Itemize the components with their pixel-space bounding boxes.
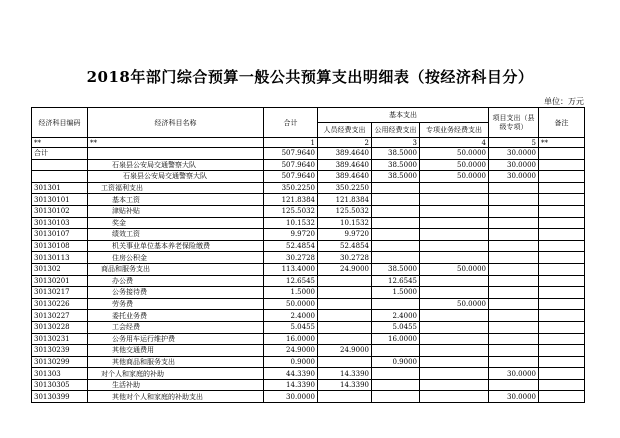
table-cell-personnel: 24.9000: [318, 345, 372, 357]
table-cell-name: 奖金: [88, 217, 264, 229]
table-cell-code: 30130305: [32, 379, 88, 391]
table-cell-project: [489, 321, 539, 333]
index-cell: **: [32, 138, 88, 148]
table-cell-project: [489, 229, 539, 241]
table-cell-remark: [539, 182, 585, 194]
table-cell-remark: [539, 368, 585, 380]
table-cell-personnel: [318, 321, 372, 333]
table-cell-total: 10.1532: [264, 217, 318, 229]
table-cell-special: [420, 321, 489, 333]
table-cell-project: [489, 194, 539, 206]
table-cell-total: 9.9720: [264, 229, 318, 241]
table-cell-public: 1.5000: [372, 287, 420, 299]
table-cell-code: 30130226: [32, 298, 88, 310]
table-cell-special: [420, 217, 489, 229]
table-cell-project: 30.0000: [489, 171, 539, 183]
table-row: [32, 333, 585, 345]
table-cell-public: 38.5000: [372, 263, 420, 275]
table-cell-personnel: [318, 391, 372, 403]
table-cell-project: [489, 333, 539, 345]
table-cell-project: 30.0000: [489, 391, 539, 403]
table-cell-public: [372, 368, 420, 380]
table-cell-total: 50.0000: [264, 298, 318, 310]
table-cell-public: [372, 240, 420, 252]
table-cell-remark: [539, 252, 585, 264]
table-cell-special: [420, 379, 489, 391]
table-cell-total: 350.2250: [264, 182, 318, 194]
table-cell-name: 生活补助: [88, 379, 264, 391]
table-cell-project: [489, 287, 539, 299]
table-cell-name: 工会经费: [88, 321, 264, 333]
table-cell-total: 507.9640: [264, 171, 318, 183]
table-cell-personnel: 14.3390: [318, 368, 372, 380]
table-cell-remark: [539, 356, 585, 368]
table-cell-personnel: 389.4640: [318, 148, 372, 160]
table-cell-special: [420, 287, 489, 299]
table-cell-remark: [539, 333, 585, 345]
table-cell-total: 2.4000: [264, 310, 318, 322]
table-cell-special: [420, 182, 489, 194]
table-cell-code: 30130101: [32, 194, 88, 206]
table-cell-special: [420, 356, 489, 368]
table-cell-remark: [539, 275, 585, 287]
table-cell-personnel: 350.2250: [318, 182, 372, 194]
table-cell-remark: [539, 379, 585, 391]
index-cell: 3: [372, 138, 420, 148]
table-cell-name: 基本工资: [88, 194, 264, 206]
table-row: [32, 275, 585, 287]
table-cell-code: 30130113: [32, 252, 88, 264]
table-cell-project: [489, 205, 539, 217]
table-cell-public: 38.5000: [372, 171, 420, 183]
table-cell-total: 12.6545: [264, 275, 318, 287]
index-cell: **: [539, 138, 585, 148]
table-cell-remark: [539, 240, 585, 252]
table-cell-public: [372, 229, 420, 241]
table-row: [32, 287, 585, 299]
table-cell-code: 301303: [32, 368, 88, 380]
table-cell-total: 52.4854: [264, 240, 318, 252]
table-cell-public: [372, 391, 420, 403]
table-cell-total: 507.9640: [264, 148, 318, 160]
table-cell-code: 301302: [32, 263, 88, 275]
table-cell-personnel: 9.9720: [318, 229, 372, 241]
table-cell-personnel: [318, 333, 372, 345]
table-cell-remark: [539, 229, 585, 241]
table-cell-special: [420, 368, 489, 380]
table-cell-public: [372, 182, 420, 194]
table-cell-name: 住房公积金: [88, 252, 264, 264]
table-cell-project: [489, 252, 539, 264]
table-cell-name: 石泉县公安局交通警察大队: [88, 159, 264, 171]
table-cell-name: 公务用车运行维护费: [88, 333, 264, 345]
table-cell-public: [372, 217, 420, 229]
table-cell-personnel: 125.5032: [318, 205, 372, 217]
index-cell: 1: [264, 138, 318, 148]
table-cell-project: 30.0000: [489, 368, 539, 380]
header-code: 经济科目编码: [32, 108, 88, 138]
table-cell-public: [372, 194, 420, 206]
table-cell-special: [420, 333, 489, 345]
table-cell-code: 30130201: [32, 275, 88, 287]
table-cell-code: 30130102: [32, 205, 88, 217]
table-cell-code: 30130399: [32, 391, 88, 403]
table-cell-name: 绩效工资: [88, 229, 264, 241]
table-cell-public: 5.0455: [372, 321, 420, 333]
table-row: [32, 391, 585, 403]
index-row: [32, 138, 585, 148]
header-personnel: 人员经费支出: [318, 123, 372, 138]
table-cell-personnel: 14.3390: [318, 379, 372, 391]
table-cell-public: 12.6545: [372, 275, 420, 287]
table-cell-remark: [539, 298, 585, 310]
table-cell-name: 公务接待费: [88, 287, 264, 299]
table-cell-project: [489, 356, 539, 368]
table-row: [32, 379, 585, 391]
table-cell-name: 机关事业单位基本养老保险缴费: [88, 240, 264, 252]
table-cell-special: [420, 275, 489, 287]
table-cell-name: 其他交通费用: [88, 345, 264, 357]
index-cell: **: [88, 138, 264, 148]
table-cell-public: [372, 298, 420, 310]
table-cell-name: [88, 148, 264, 160]
table-cell-project: 30.0000: [489, 159, 539, 171]
table-cell-total: 121.8384: [264, 194, 318, 206]
table-row: [32, 194, 585, 206]
header-name: 经济科目名称: [88, 108, 264, 138]
table-cell-total: 1.5000: [264, 287, 318, 299]
table-row: [32, 263, 585, 275]
table-cell-personnel: [318, 298, 372, 310]
table-cell-code: 30130228: [32, 321, 88, 333]
table-cell-personnel: 389.4640: [318, 159, 372, 171]
table-cell-project: [489, 217, 539, 229]
table-cell-public: 16.0000: [372, 333, 420, 345]
table-cell-total: 30.2728: [264, 252, 318, 264]
table-cell-special: [420, 345, 489, 357]
table-cell-code: 30130107: [32, 229, 88, 241]
header-basic: 基本支出: [318, 108, 489, 123]
table-cell-remark: [539, 345, 585, 357]
table-row: [32, 310, 585, 322]
table-cell-name: 办公费: [88, 275, 264, 287]
table-row: [32, 240, 585, 252]
table-cell-total: 113.4000: [264, 263, 318, 275]
table-cell-code: 301301: [32, 182, 88, 194]
table-cell-total: 5.0455: [264, 321, 318, 333]
index-cell: 2: [318, 138, 372, 148]
header-special: 专项业务经费支出: [420, 123, 489, 138]
table-row: [32, 298, 585, 310]
table-cell-name: 其他对个人和家庭的补助支出: [88, 391, 264, 403]
table-cell-total: 30.0000: [264, 391, 318, 403]
table-cell-special: [420, 194, 489, 206]
table-row: [32, 148, 585, 160]
table-cell-special: [420, 229, 489, 241]
table-row: [32, 368, 585, 380]
table-cell-project: [489, 298, 539, 310]
table-row: [32, 217, 585, 229]
table-cell-personnel: [318, 287, 372, 299]
table-cell-public: 2.4000: [372, 310, 420, 322]
table-cell-personnel: [318, 275, 372, 287]
table-cell-special: [420, 391, 489, 403]
table-cell-personnel: 30.2728: [318, 252, 372, 264]
table-cell-code: 合计: [32, 148, 88, 160]
table-cell-special: 50.0000: [420, 148, 489, 160]
index-cell: 4: [420, 138, 489, 148]
table-cell-public: [372, 252, 420, 264]
table-cell-remark: [539, 310, 585, 322]
table-cell-code: 30130299: [32, 356, 88, 368]
table-cell-code: [32, 171, 88, 183]
table-row: [32, 205, 585, 217]
table-cell-public: 38.5000: [372, 148, 420, 160]
table-cell-project: [489, 182, 539, 194]
table-cell-remark: [539, 148, 585, 160]
table-cell-name: 委托业务费: [88, 310, 264, 322]
table-cell-code: 30130239: [32, 345, 88, 357]
table-cell-project: [489, 310, 539, 322]
table-cell-personnel: 24.9000: [318, 263, 372, 275]
table-cell-total: 16.0000: [264, 333, 318, 345]
table-cell-name: 其他商品和服务支出: [88, 356, 264, 368]
table-cell-personnel: 121.8384: [318, 194, 372, 206]
header-total: 合计: [264, 108, 318, 138]
table-cell-remark: [539, 287, 585, 299]
table-cell-special: [420, 310, 489, 322]
index-cell: 5: [489, 138, 539, 148]
table-cell-name: 石泉县公安局交通警察大队: [88, 171, 264, 183]
table-cell-public: 0.9000: [372, 356, 420, 368]
table-cell-public: [372, 379, 420, 391]
table-cell-code: 30130108: [32, 240, 88, 252]
header-public: 公用经费支出: [372, 123, 420, 138]
budget-table: [31, 107, 585, 403]
table-cell-total: 14.3390: [264, 379, 318, 391]
table-cell-remark: [539, 205, 585, 217]
table-row: [32, 229, 585, 241]
table-cell-personnel: [318, 310, 372, 322]
table-row: [32, 182, 585, 194]
table-cell-code: 30130231: [32, 333, 88, 345]
table-row: [32, 159, 585, 171]
table-cell-remark: [539, 391, 585, 403]
table-cell-remark: [539, 321, 585, 333]
table-cell-remark: [539, 171, 585, 183]
table-row: [32, 321, 585, 333]
table-cell-total: 125.5032: [264, 205, 318, 217]
table-cell-code: 30130103: [32, 217, 88, 229]
table-cell-special: [420, 252, 489, 264]
header-remark: 备注: [539, 108, 585, 138]
table-cell-total: 44.3390: [264, 368, 318, 380]
table-cell-code: 30130227: [32, 310, 88, 322]
table-cell-name: 津贴补贴: [88, 205, 264, 217]
table-cell-project: [489, 240, 539, 252]
table-cell-name: 劳务费: [88, 298, 264, 310]
table-cell-remark: [539, 217, 585, 229]
table-cell-remark: [539, 194, 585, 206]
table-cell-remark: [539, 263, 585, 275]
table-cell-public: 38.5000: [372, 159, 420, 171]
table-cell-special: 50.0000: [420, 263, 489, 275]
header-project: 项目支出（县级专项）: [489, 108, 539, 138]
table-cell-personnel: 52.4854: [318, 240, 372, 252]
table-cell-personnel: [318, 356, 372, 368]
page-title: 2018年部门综合预算一般公共预算支出明细表（按经济科目分）: [86, 68, 534, 86]
table-cell-project: [489, 379, 539, 391]
table-cell-project: [489, 263, 539, 275]
table-cell-personnel: 389.4640: [318, 171, 372, 183]
table-cell-total: 0.9000: [264, 356, 318, 368]
table-cell-special: 50.0000: [420, 159, 489, 171]
table-cell-total: 507.9640: [264, 159, 318, 171]
table-cell-personnel: 10.1532: [318, 217, 372, 229]
table-cell-project: [489, 345, 539, 357]
table-row: [32, 356, 585, 368]
table-cell-special: [420, 240, 489, 252]
table-cell-project: 30.0000: [489, 148, 539, 160]
table-cell-project: [489, 275, 539, 287]
table-cell-public: [372, 205, 420, 217]
table-row: [32, 345, 585, 357]
table-cell-total: 24.9000: [264, 345, 318, 357]
table-cell-special: [420, 205, 489, 217]
table-row: [32, 171, 585, 183]
unit-label: 单位：万元: [544, 97, 584, 106]
table-cell-special: 50.0000: [420, 171, 489, 183]
table-cell-code: 30130217: [32, 287, 88, 299]
table-row: [32, 252, 585, 264]
table-cell-name: 商品和服务支出: [88, 263, 264, 275]
table-cell-remark: [539, 159, 585, 171]
table-cell-special: 50.0000: [420, 298, 489, 310]
table-cell-public: [372, 345, 420, 357]
table-cell-name: 工资福利支出: [88, 182, 264, 194]
table-cell-name: 对个人和家庭的补助: [88, 368, 264, 380]
table-cell-code: [32, 159, 88, 171]
